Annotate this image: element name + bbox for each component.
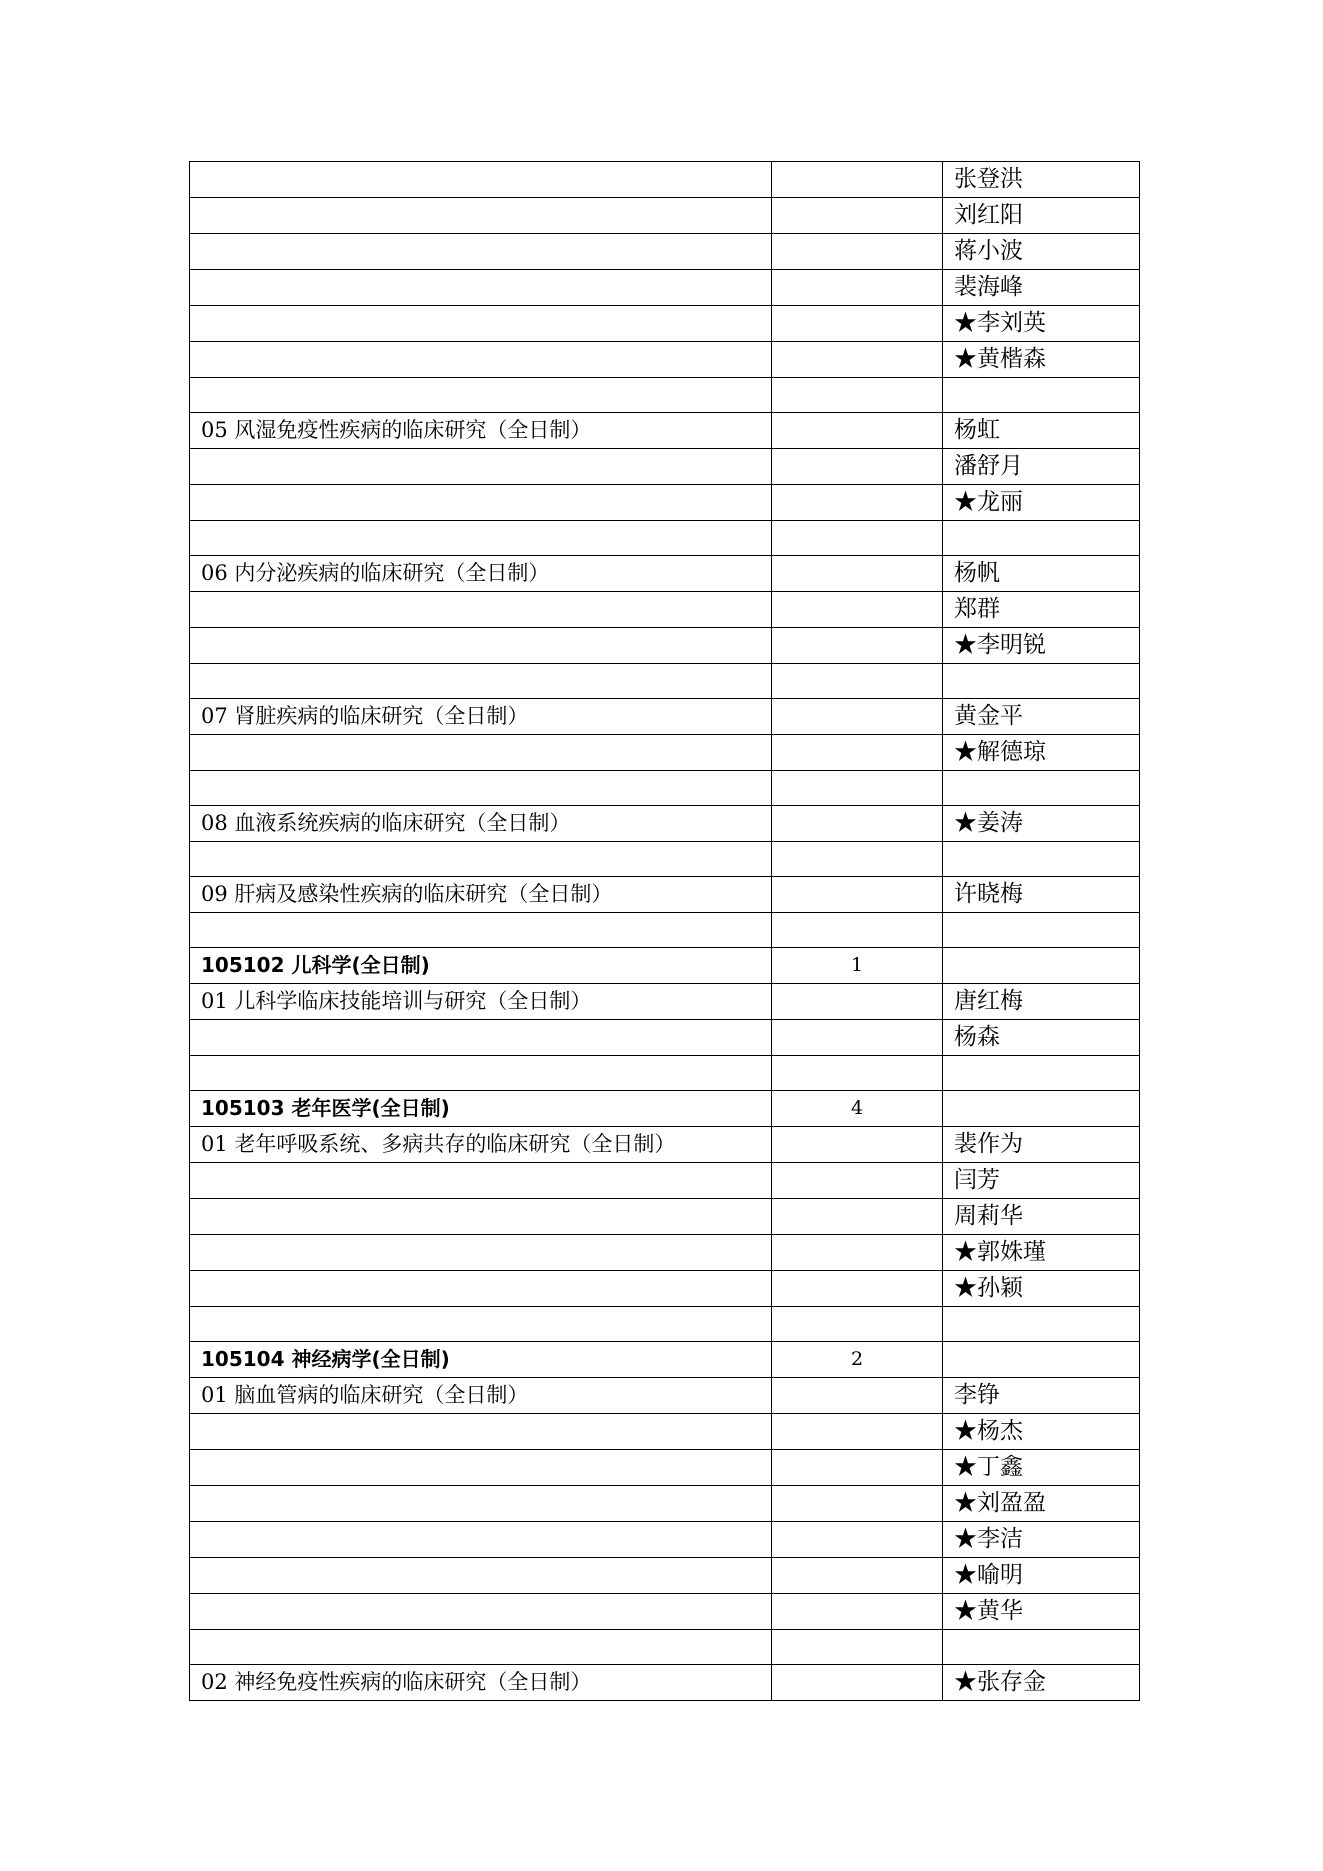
- research-direction-cell: [190, 1163, 772, 1199]
- advisor-name-cell: [943, 1307, 1140, 1342]
- table-row: [190, 413, 1140, 449]
- table-row: [190, 1163, 1140, 1199]
- advisor-name-cell: 杨虹: [943, 413, 1140, 449]
- table-row: [190, 1558, 1140, 1594]
- enrollment-count-cell: [772, 485, 943, 521]
- research-direction-cell: 06 内分泌疾病的临床研究（全日制）: [190, 556, 772, 592]
- table-row: [190, 592, 1140, 628]
- table-row: [190, 1235, 1140, 1271]
- enrollment-count-cell: [772, 1307, 943, 1342]
- enrollment-count-cell: [772, 270, 943, 306]
- enrollment-count-cell: 2: [772, 1342, 943, 1378]
- advisor-name-cell: ★黄楷森: [943, 342, 1140, 378]
- advisor-name-cell: [943, 1342, 1140, 1378]
- spacer-row: [190, 664, 1140, 699]
- enrollment-count-cell: [772, 198, 943, 234]
- advisor-name-cell: [943, 948, 1140, 984]
- enrollment-count-cell: [772, 162, 943, 198]
- table-body: [190, 162, 1140, 1701]
- advisor-name-cell: [943, 378, 1140, 413]
- research-direction-cell: [190, 1630, 772, 1665]
- enrollment-count-cell: [772, 771, 943, 806]
- advisor-name-cell: ★杨杰: [943, 1414, 1140, 1450]
- enrollment-count-cell: [772, 1378, 943, 1414]
- advisor-name-cell: ★丁鑫: [943, 1450, 1140, 1486]
- enrollment-count-cell: [772, 1558, 943, 1594]
- spacer-row: [190, 521, 1140, 556]
- enrollment-count-cell: [772, 1020, 943, 1056]
- advisor-name-cell: 黄金平: [943, 699, 1140, 735]
- enrollment-count-cell: [772, 1594, 943, 1630]
- research-direction-cell: 08 血液系统疾病的临床研究（全日制）: [190, 806, 772, 842]
- advisor-name-cell: [943, 842, 1140, 877]
- spacer-row: [190, 1630, 1140, 1665]
- advisor-name-cell: [943, 913, 1140, 948]
- advisor-name-cell: 裴作为: [943, 1127, 1140, 1163]
- enrollment-count-cell: [772, 413, 943, 449]
- research-direction-cell: 07 肾脏疾病的临床研究（全日制）: [190, 699, 772, 735]
- enrollment-count-cell: 4: [772, 1091, 943, 1127]
- enrollment-count-cell: [772, 378, 943, 413]
- enrollment-count-cell: [772, 984, 943, 1020]
- research-direction-cell: [190, 306, 772, 342]
- table-row: [190, 1594, 1140, 1630]
- enrollment-count-cell: [772, 449, 943, 485]
- advisor-name-cell: 周莉华: [943, 1199, 1140, 1235]
- research-direction-cell: 01 儿科学临床技能培训与研究（全日制）: [190, 984, 772, 1020]
- major-row: [190, 948, 1140, 984]
- advisor-name-cell: 杨森: [943, 1020, 1140, 1056]
- research-direction-cell: [190, 1199, 772, 1235]
- table-row: [190, 162, 1140, 198]
- enrollment-count-cell: [772, 806, 943, 842]
- enrollment-count-cell: [772, 1450, 943, 1486]
- research-direction-cell: [190, 521, 772, 556]
- research-direction-cell: [190, 592, 772, 628]
- research-direction-cell: [190, 449, 772, 485]
- advisor-name-cell: [943, 521, 1140, 556]
- table-row: [190, 449, 1140, 485]
- enrollment-count-cell: [772, 1630, 943, 1665]
- major-row: [190, 1342, 1140, 1378]
- enrollment-count-cell: [772, 342, 943, 378]
- advisor-name-cell: [943, 1056, 1140, 1091]
- enrollment-count-cell: [772, 1271, 943, 1307]
- advisor-name-cell: 李铮: [943, 1378, 1140, 1414]
- advisor-name-cell: [943, 771, 1140, 806]
- enrollment-count-cell: [772, 1163, 943, 1199]
- research-direction-cell: [190, 1414, 772, 1450]
- table-row: [190, 806, 1140, 842]
- research-direction-cell: [190, 1271, 772, 1307]
- research-direction-cell: [190, 1594, 772, 1630]
- research-direction-cell: [190, 735, 772, 771]
- table-row: [190, 556, 1140, 592]
- table-row: [190, 1378, 1140, 1414]
- table-row: [190, 270, 1140, 306]
- research-direction-cell: [190, 913, 772, 948]
- table-row: [190, 234, 1140, 270]
- research-direction-cell: [190, 1450, 772, 1486]
- research-direction-cell: [190, 628, 772, 664]
- research-direction-cell: [190, 1522, 772, 1558]
- research-direction-cell: [190, 664, 772, 699]
- spacer-row: [190, 842, 1140, 877]
- research-direction-cell: [190, 162, 772, 198]
- advisor-name-cell: ★张存金: [943, 1665, 1140, 1701]
- research-direction-cell: [190, 1307, 772, 1342]
- research-direction-cell: [190, 1056, 772, 1091]
- table-row: [190, 1127, 1140, 1163]
- enrollment-count-cell: [772, 877, 943, 913]
- research-direction-cell: [190, 342, 772, 378]
- advisor-name-cell: ★李明锐: [943, 628, 1140, 664]
- research-direction-cell: 01 老年呼吸系统、多病共存的临床研究（全日制）: [190, 1127, 772, 1163]
- enrollment-count-cell: [772, 556, 943, 592]
- advisor-name-cell: 蒋小波: [943, 234, 1140, 270]
- table-row: [190, 1020, 1140, 1056]
- table-row: [190, 485, 1140, 521]
- research-direction-cell: [190, 1020, 772, 1056]
- enrollment-count-cell: [772, 913, 943, 948]
- table-row: [190, 1450, 1140, 1486]
- enrollment-count-cell: [772, 1056, 943, 1091]
- advisor-name-cell: [943, 1091, 1140, 1127]
- research-direction-cell: [190, 485, 772, 521]
- spacer-row: [190, 1056, 1140, 1091]
- enrollment-count-cell: [772, 1486, 943, 1522]
- major-row: [190, 1091, 1140, 1127]
- major-title-cell: 105102 儿科学(全日制): [190, 948, 772, 984]
- table-row: [190, 735, 1140, 771]
- table-row: [190, 877, 1140, 913]
- advisor-name-cell: 郑群: [943, 592, 1140, 628]
- advisor-name-cell: ★李洁: [943, 1522, 1140, 1558]
- advisor-name-cell: ★解德琼: [943, 735, 1140, 771]
- advisor-name-cell: 刘红阳: [943, 198, 1140, 234]
- enrollment-count-cell: [772, 699, 943, 735]
- advisor-name-cell: 张登洪: [943, 162, 1140, 198]
- research-direction-cell: [190, 234, 772, 270]
- advisor-name-cell: ★喻明: [943, 1558, 1140, 1594]
- enrollment-count-cell: [772, 1414, 943, 1450]
- enrollment-count-cell: [772, 1235, 943, 1271]
- table-row: [190, 306, 1140, 342]
- table-row: [190, 1665, 1140, 1701]
- advisor-name-cell: 杨帆: [943, 556, 1140, 592]
- table-row: [190, 1199, 1140, 1235]
- research-direction-cell: [190, 270, 772, 306]
- research-direction-cell: [190, 842, 772, 877]
- research-direction-cell: [190, 1235, 772, 1271]
- enrollment-count-cell: [772, 1665, 943, 1701]
- enrollment-count-cell: [772, 1127, 943, 1163]
- advisor-name-cell: [943, 1630, 1140, 1665]
- enrollment-count-cell: 1: [772, 948, 943, 984]
- table-row: [190, 1522, 1140, 1558]
- research-direction-cell: 02 神经免疫性疾病的临床研究（全日制）: [190, 1665, 772, 1701]
- spacer-row: [190, 771, 1140, 806]
- advisor-name-cell: ★黄华: [943, 1594, 1140, 1630]
- advisor-name-cell: ★姜涛: [943, 806, 1140, 842]
- advisor-name-cell: ★郭姝瑾: [943, 1235, 1140, 1271]
- advisor-name-cell: [943, 664, 1140, 699]
- table-row: [190, 1414, 1140, 1450]
- research-direction-cell: [190, 1558, 772, 1594]
- table-row: [190, 1271, 1140, 1307]
- advisor-name-cell: ★龙丽: [943, 485, 1140, 521]
- enrollment-count-cell: [772, 735, 943, 771]
- enrollment-count-cell: [772, 521, 943, 556]
- enrollment-count-cell: [772, 306, 943, 342]
- advisor-name-cell: 裴海峰: [943, 270, 1140, 306]
- table-row: [190, 699, 1140, 735]
- table-row: [190, 628, 1140, 664]
- advisor-name-cell: 闫芳: [943, 1163, 1140, 1199]
- research-direction-cell: [190, 378, 772, 413]
- spacer-row: [190, 378, 1140, 413]
- advisor-name-cell: 唐红梅: [943, 984, 1140, 1020]
- research-direction-cell: 09 肝病及感染性疾病的临床研究（全日制）: [190, 877, 772, 913]
- research-direction-cell: [190, 771, 772, 806]
- table-row: [190, 342, 1140, 378]
- enrollment-table: [189, 161, 1140, 1701]
- table-row: [190, 984, 1140, 1020]
- research-direction-cell: [190, 198, 772, 234]
- enrollment-count-cell: [772, 1199, 943, 1235]
- major-title-cell: 105104 神经病学(全日制): [190, 1342, 772, 1378]
- major-title-cell: 105103 老年医学(全日制): [190, 1091, 772, 1127]
- enrollment-count-cell: [772, 628, 943, 664]
- research-direction-cell: 01 脑血管病的临床研究（全日制）: [190, 1378, 772, 1414]
- enrollment-count-cell: [772, 842, 943, 877]
- enrollment-count-cell: [772, 234, 943, 270]
- spacer-row: [190, 913, 1140, 948]
- advisor-name-cell: 许晓梅: [943, 877, 1140, 913]
- research-direction-cell: 05 风湿免疫性疾病的临床研究（全日制）: [190, 413, 772, 449]
- spacer-row: [190, 1307, 1140, 1342]
- table-row: [190, 1486, 1140, 1522]
- advisor-name-cell: ★李刘英: [943, 306, 1140, 342]
- enrollment-count-cell: [772, 664, 943, 699]
- enrollment-count-cell: [772, 592, 943, 628]
- enrollment-count-cell: [772, 1522, 943, 1558]
- advisor-name-cell: ★刘盈盈: [943, 1486, 1140, 1522]
- advisor-name-cell: 潘舒月: [943, 449, 1140, 485]
- table-row: [190, 198, 1140, 234]
- research-direction-cell: [190, 1486, 772, 1522]
- advisor-name-cell: ★孙颖: [943, 1271, 1140, 1307]
